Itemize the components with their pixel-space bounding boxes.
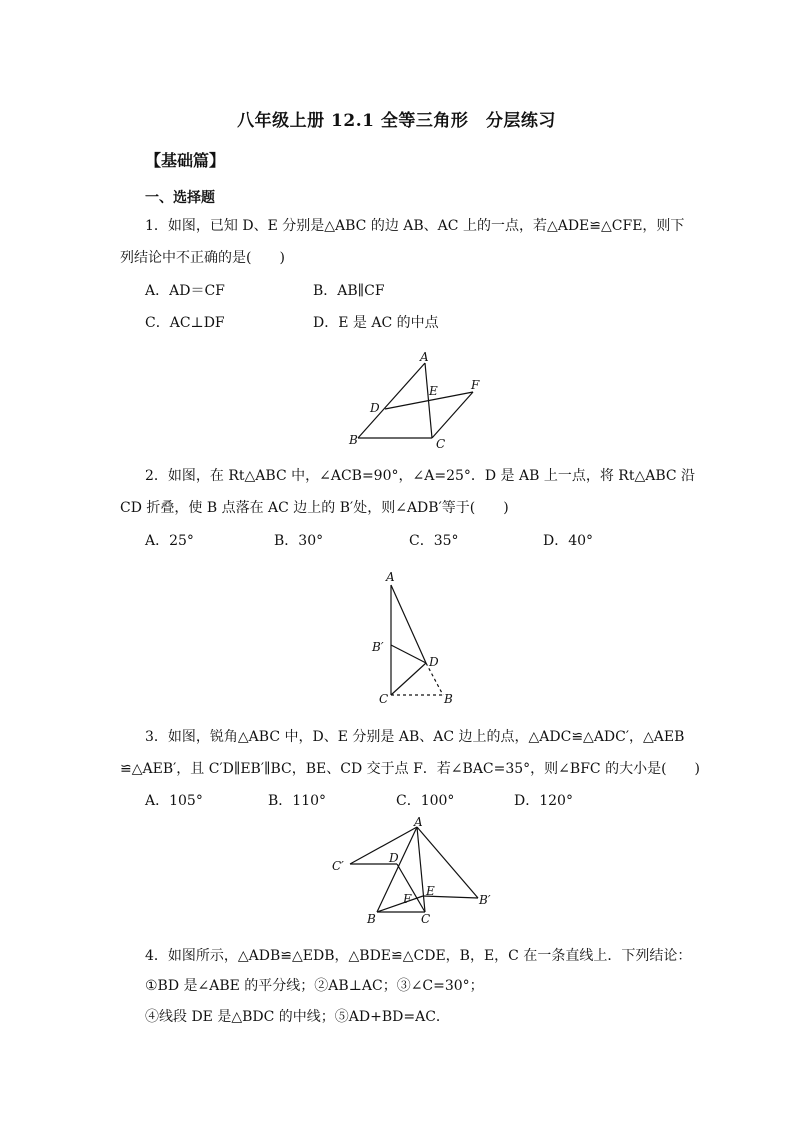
q1-label-c: C [436, 437, 446, 450]
q3-label-e: E [426, 884, 435, 898]
q2-label-c: C [379, 692, 389, 706]
q2-label-b: B [444, 692, 453, 706]
q4-text-line2: ①BD 是∠ABE 的平分线；②AB⊥AC；③∠C=30°； [145, 978, 484, 994]
q2-figure [365, 565, 465, 710]
q3-figure [325, 815, 505, 930]
page-title: 八年级上册 12.1 全等三角形 分层练习 [237, 111, 556, 131]
q4-text-line1: 4．如图所示，△ADB≌△EDB，△BDE≌△CDE，B，E，C 在一条直线上．下列结论： [145, 948, 692, 964]
q2-option-c: C．35° [409, 533, 459, 549]
q2-text-line1: 2．如图，在 Rt△ABC 中，∠ACB=90°，∠A=25°．D 是 AB 上一点，将 Rt△ABC 沿 [145, 468, 696, 484]
q3-label-b: B [367, 912, 376, 926]
q1-text-line2: 列结论中不正确的是( ) [120, 250, 285, 266]
q1-label-a: A [420, 350, 429, 364]
q3-label-cprime: C′ [332, 859, 344, 873]
q1-label-f: F [471, 378, 480, 392]
q2-option-b: B．30° [274, 533, 324, 549]
q3-option-a: A．105° [145, 793, 203, 809]
q3-option-c: C．100° [396, 793, 455, 809]
q3-option-d: D．120° [514, 793, 573, 809]
q1-option-a: A．AD＝CF [145, 283, 225, 299]
q3-label-d: D [389, 851, 399, 865]
subsection-heading: 一、选择题 [145, 190, 215, 206]
q2-option-d: D．40° [543, 533, 594, 549]
q1-option-d: D．E 是 AC 的中点 [313, 315, 439, 331]
q3-label-bprime: B′ [479, 893, 491, 907]
q1-figure [340, 345, 490, 450]
q2-label-a: A [386, 570, 395, 584]
q2-option-a: A．25° [145, 533, 194, 549]
q3-label-f: F [403, 892, 412, 906]
q1-option-b: B．AB∥CF [313, 283, 385, 299]
q3-label-c: C [421, 912, 431, 926]
section-heading: 【基础篇】 [145, 151, 226, 170]
q1-option-c: C．AC⊥DF [145, 315, 225, 331]
q1-label-e: E [429, 384, 438, 398]
q1-label-d: D [370, 401, 380, 415]
q2-label-bprime: B′ [372, 640, 384, 654]
q4-text-line3: ④线段 DE 是△BDC 的中线；⑤AD+BD=AC． [145, 1009, 450, 1025]
q3-text-line1: 3．如图，锐角△ABC 中，D、E 分别是 AB、AC 边上的点，△ADC≌△ADC′，△AEB [145, 729, 685, 745]
q3-option-b: B．110° [268, 793, 327, 809]
q3-text-line2: ≌△AEB′，且 C′D∥EB′∥BC，BE、CD 交于点 F．若∠BAC=35°，则∠BFC 的大小是( ) [120, 761, 701, 777]
q1-label-b: B [349, 433, 358, 447]
q1-text-line1: 1．如图，已知 D、E 分别是△ABC 的边 AB、AC 上的一点，若△ADE≌△CFE，则下 [145, 218, 685, 234]
q3-label-a: A [414, 815, 423, 829]
q2-label-d: D [429, 655, 439, 669]
q2-text-line2: CD 折叠，使 B 点落在 AC 边上的 B′处，则∠ADB′等于( ) [120, 500, 509, 516]
